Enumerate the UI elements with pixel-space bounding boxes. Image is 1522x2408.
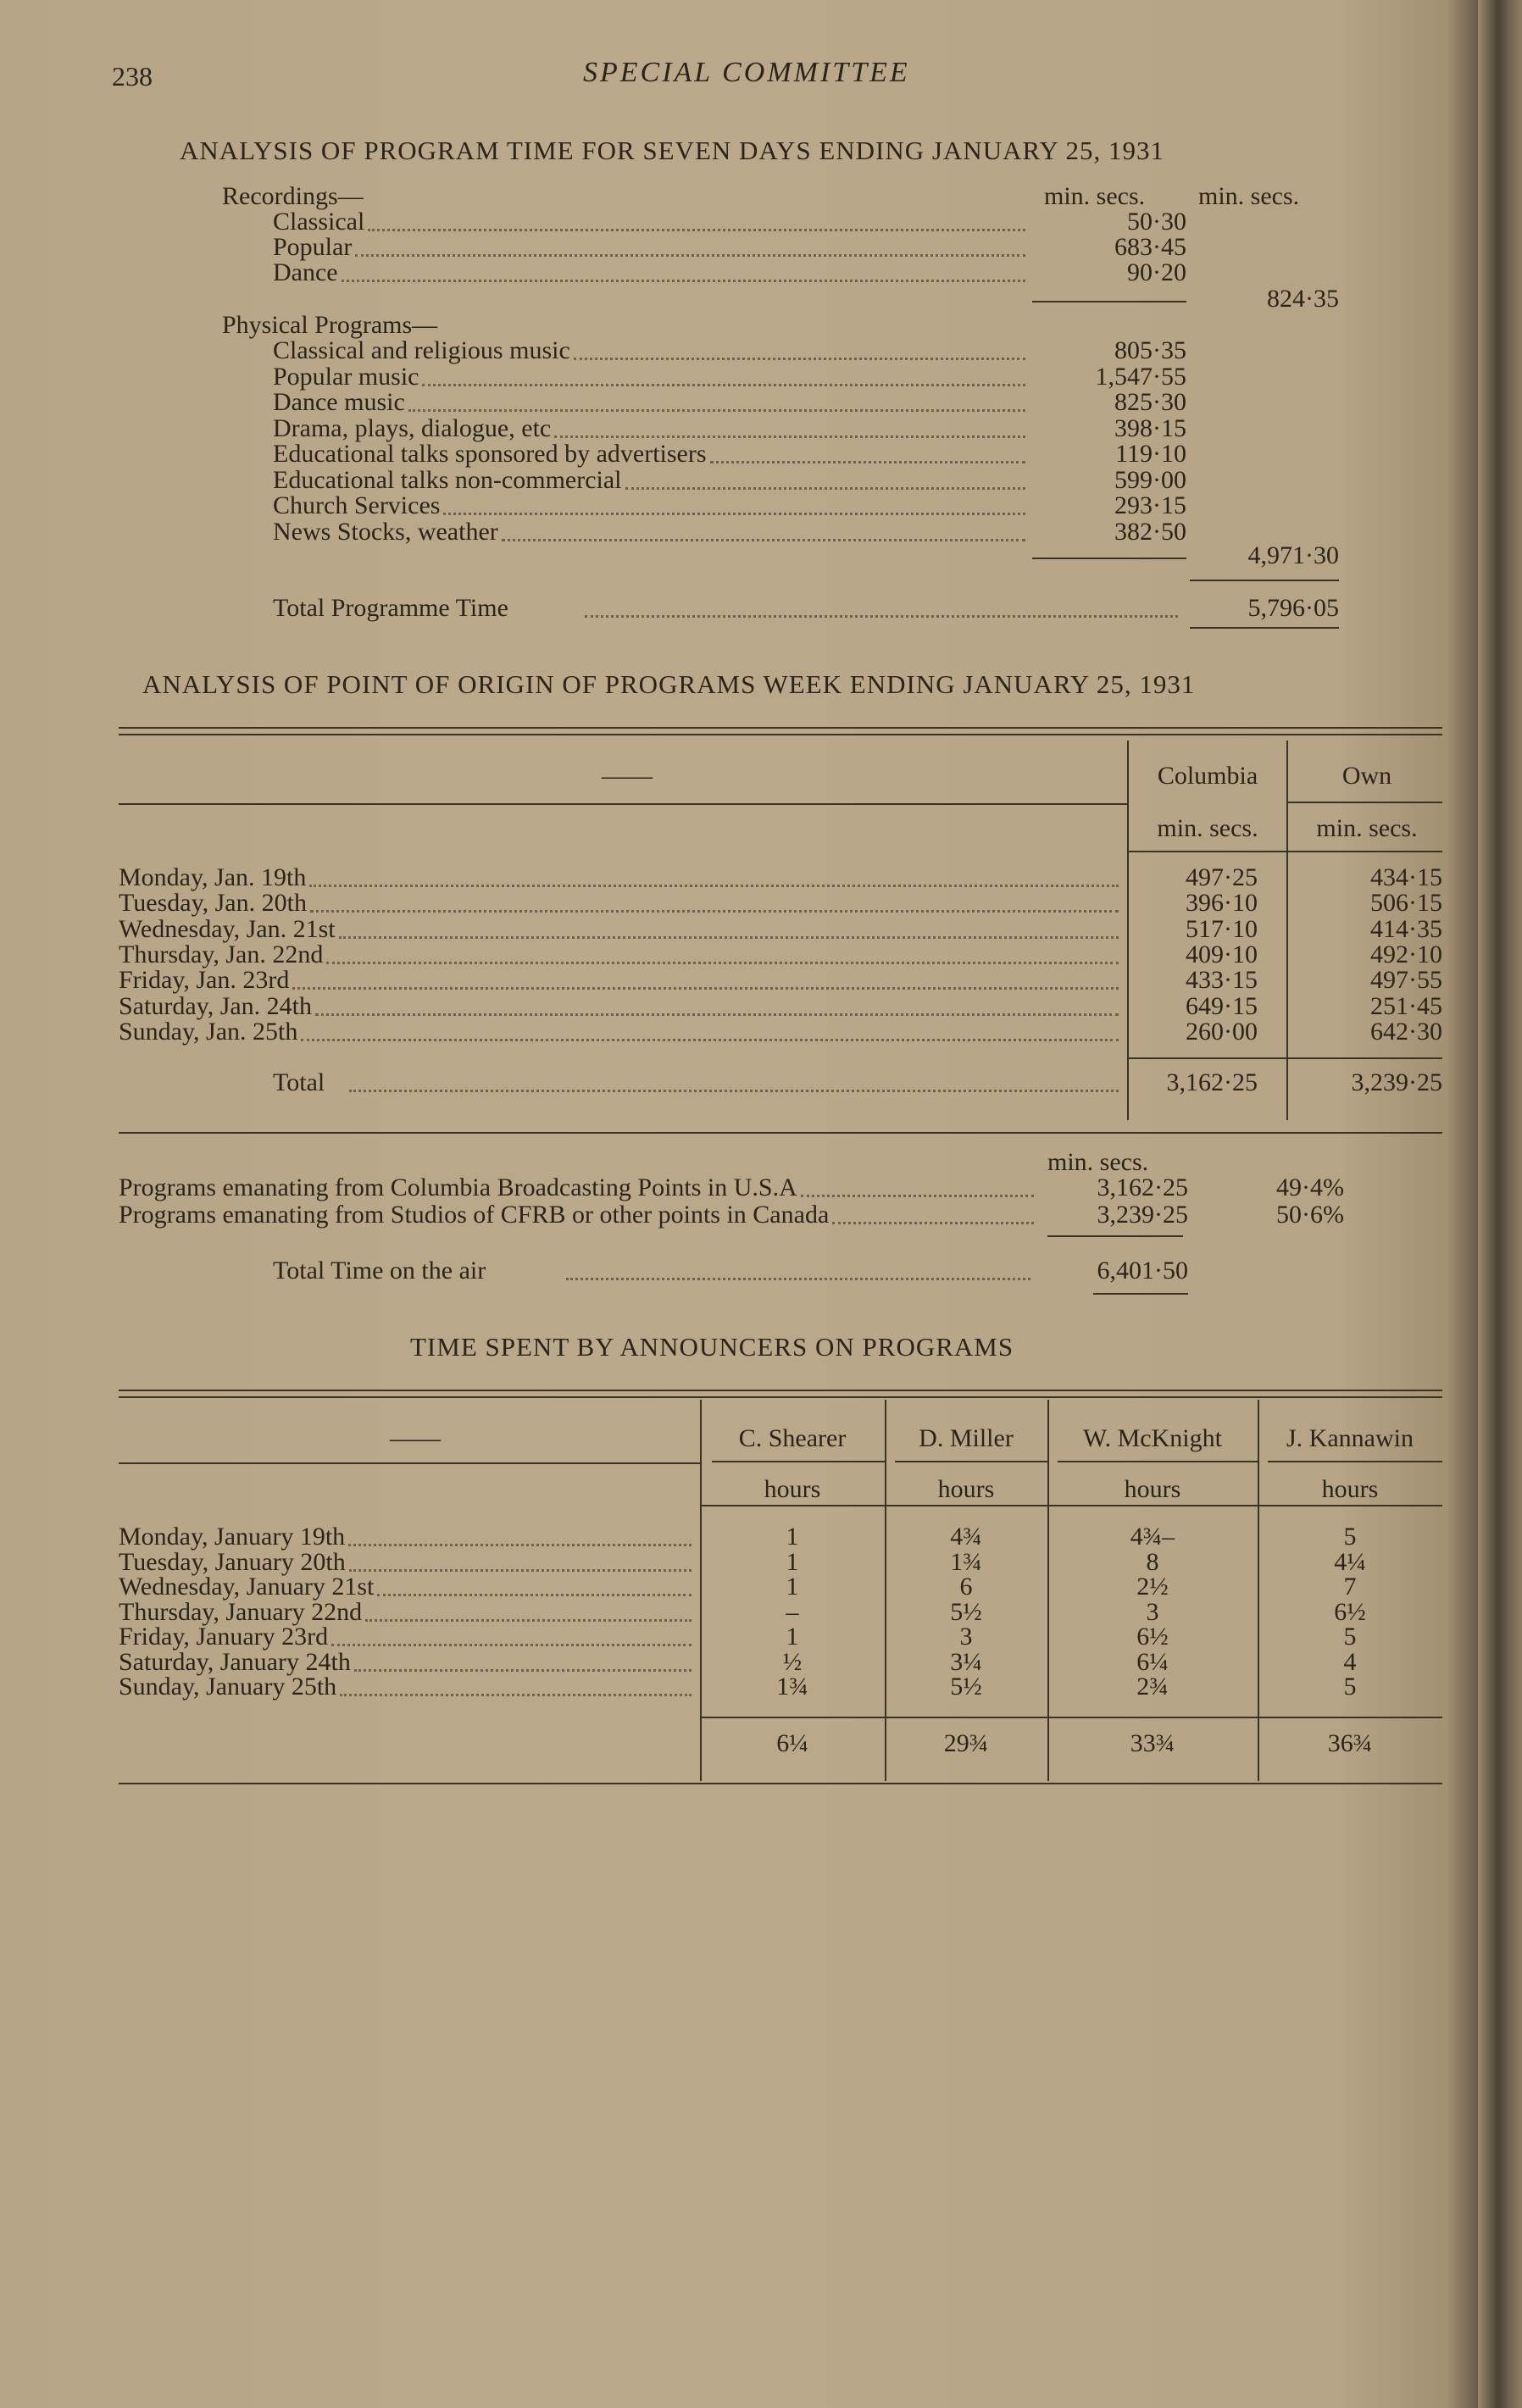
emanating-row-value: 3,162·25 [1097,1173,1188,1201]
dot-leader [355,254,1025,257]
announcer-row-value: 4¾– [1130,1523,1175,1551]
announcer-total: 33¾ [1130,1729,1175,1757]
page-edge-shadow [1478,0,1522,2408]
dot-leader [801,1195,1034,1197]
announcer-unit: hours [764,1475,821,1503]
origin-row-own: 506·15 [1370,889,1442,918]
announcer-row-value: 5 [1343,1673,1357,1701]
announcer-row-value: 6½ [1334,1597,1366,1626]
dot-leader [408,409,1025,412]
physical-item-value: 382·50 [1114,517,1186,546]
physical-item-label: Educational talks sponsored by advertisers [273,440,707,468]
announcer-total: 6¼ [776,1729,808,1757]
announcer-column-head: D. Miller [919,1424,1014,1452]
origin-row-own: 251·45 [1370,991,1442,1020]
announcer-row-value: 2¾ [1136,1673,1169,1701]
dot-leader [502,539,1025,541]
recording-item-value: 90·20 [1127,258,1186,286]
dot-leader [625,487,1025,490]
emanating-row-percent: 49·4% [1276,1173,1344,1201]
announcer-row-value: 1 [786,1547,799,1576]
origin-total-columbia: 3,162·25 [1166,1068,1258,1096]
physical-item-value: 398·15 [1114,413,1186,442]
announcer-row-value: 5½ [950,1597,982,1626]
origin-row-columbia: 409·10 [1186,940,1258,968]
physical-item-label: Dance music [273,388,405,416]
emanating-row-percent: 50·6% [1276,1201,1344,1229]
announcer-row-value: 1¾ [776,1673,808,1701]
origin-row-day: Sunday, Jan. 25th [119,1017,298,1046]
announcer-row-day: Saturday, January 24th [119,1647,351,1676]
announcer-row-value: 6¼ [1136,1647,1169,1676]
dot-leader [710,461,1025,463]
dot-leader [301,1039,1119,1041]
announcer-row-value: 3 [1146,1597,1159,1626]
physical-item-value: 293·15 [1114,491,1186,519]
origin-table-top-rule [119,727,1442,735]
origin-row-day: Thursday, Jan. 22nd [119,940,324,968]
recordings-subtotal: 824·35 [1267,285,1339,313]
physical-item-label: Church Services [273,491,441,519]
announcers-stub-head: —— [390,1424,441,1452]
announcers-table-bottom-rule [119,1783,1442,1784]
dot-leader [377,1594,692,1596]
origin-row-day: Saturday, Jan. 24th [119,991,313,1020]
origin-row-own: 642·30 [1370,1017,1442,1046]
announcer-column-head: C. Shearer [738,1424,847,1452]
origin-row-day: Tuesday, Jan. 20th [119,889,307,918]
announcer-row-day: Thursday, January 22nd [119,1597,363,1626]
announcer-total: 29¾ [943,1729,989,1757]
origin-row-own: 434·15 [1370,863,1442,891]
announcer-row-value: 3 [959,1623,973,1651]
origin-table-bottom-rule [119,1132,1442,1134]
origin-row-day: Friday, Jan. 23rd [119,966,290,995]
total-time-on-air-value: 6,401·50 [1097,1257,1188,1284]
dot-leader [349,1569,692,1572]
total-programme-time-value: 5,796·05 [1247,594,1339,622]
emanating-row-label: Programs emanating from Studios of CFRB or other points in Canada [119,1201,830,1229]
dot-leader [339,936,1119,939]
announcer-row-value: 4¼ [1334,1547,1366,1576]
origin-unit-own: min. secs. [1316,814,1418,842]
recordings-subtotal-rule [1032,301,1186,302]
recording-item-label: Popular [273,233,353,261]
announcer-row-value: ½ [782,1647,803,1676]
emanating-row-value: 3,239·25 [1097,1201,1188,1229]
recording-item-label: Dance [273,258,338,286]
emanating-unit: min. secs. [1047,1148,1149,1176]
origin-row-columbia: 649·15 [1186,991,1258,1020]
recordings-label: Recordings— [222,182,364,210]
announcer-row-value: 1 [786,1623,799,1651]
announcer-row-day: Friday, January 23rd [119,1623,329,1651]
dot-leader [331,1644,692,1646]
physical-subtotal: 4,971·30 [1247,541,1339,569]
announcer-row-value: 5 [1343,1623,1357,1651]
dot-leader [554,436,1025,438]
origin-row-columbia: 497·25 [1186,863,1258,891]
grand-total-rule-bottom [1190,627,1339,629]
origin-row-day: Wednesday, Jan. 21st [119,914,336,943]
announcer-unit: hours [937,1475,995,1503]
origin-row-own: 414·35 [1370,914,1442,943]
origin-total-label: Total [273,1068,325,1096]
dot-leader [292,987,1119,990]
announcer-row-value: 2½ [1136,1573,1169,1601]
dot-leader [365,1619,692,1622]
dot-leader [310,910,1119,913]
announcer-row-value: 6½ [1136,1623,1169,1651]
physical-item-label: News Stocks, weather [273,517,498,546]
origin-row-own: 492·10 [1370,940,1442,968]
announcer-row-value: 1 [786,1523,799,1551]
page-number: 238 [112,61,153,92]
origin-row-columbia: 433·15 [1186,966,1258,995]
announcer-row-value: 8 [1146,1547,1159,1576]
dot-leader [340,1694,692,1696]
recording-item-value: 683·45 [1114,233,1186,261]
physical-programs-label: Physical Programs— [222,311,438,339]
physical-item-label: Popular music [273,362,419,391]
announcer-row-value: 5½ [950,1673,982,1701]
announcer-row-value: 4¾ [950,1523,982,1551]
origin-col-own: Own [1341,762,1392,790]
dot-leader [368,229,1025,231]
origin-row-columbia: 396·10 [1186,889,1258,918]
emanating-row-label: Programs emanating from Columbia Broadcasting Points in U.S.A [119,1173,797,1201]
physical-item-value: 1,547·55 [1095,362,1186,391]
total-programme-time-label: Total Programme Time [273,594,508,622]
grand-total-rule-top [1190,580,1339,581]
physical-item-label: Educational talks non-commercial [273,465,622,494]
origin-title: ANALYSIS OF POINT OF ORIGIN OF PROGRAMS WEEK ENDING JANUARY 25, 1931 [142,669,1196,699]
announcer-row-day: Sunday, January 25th [119,1673,337,1701]
origin-total-own: 3,239·25 [1351,1068,1442,1096]
recording-item-label: Classical [273,208,365,236]
announcers-title: TIME SPENT BY ANNOUNCERS ON PROGRAMS [410,1332,1014,1362]
origin-row-day: Monday, Jan. 19th [119,863,307,891]
total-time-on-air-label: Total Time on the air [273,1257,486,1284]
physical-item-label: Classical and religious music [273,336,570,364]
program-time-title: ANALYSIS OF PROGRAM TIME FOR SEVEN DAYS ENDING JANUARY 25, 1931 [180,136,1164,165]
announcer-total: 36¾ [1327,1729,1373,1757]
col-head-min-secs-1: min. secs. [1044,182,1146,210]
origin-col-columbia: Columbia [1157,762,1258,790]
origin-row-columbia: 517·10 [1186,914,1258,943]
running-title: SPECIAL COMMITTEE [583,57,910,88]
origin-stub-head: —— [602,762,653,790]
announcer-row-value: – [786,1597,799,1626]
physical-subtotal-rule [1032,558,1186,559]
announcer-row-value: 6 [959,1573,973,1601]
announcer-row-value: 7 [1343,1573,1357,1601]
announcer-row-day: Wednesday, January 21st [119,1573,375,1601]
physical-item-value: 805·35 [1114,336,1186,364]
announcer-row-value: 5 [1343,1523,1357,1551]
announcer-column-head: W. McKnight [1083,1424,1222,1452]
origin-unit-columbia: min. secs. [1157,814,1258,842]
announcer-row-value: 1¾ [950,1547,982,1576]
recording-item-value: 50·30 [1127,208,1186,236]
origin-row-own: 497·55 [1370,966,1442,995]
announcers-table-top-rule [119,1390,1442,1398]
dot-leader [326,962,1119,964]
dot-leader [342,280,1025,282]
dot-leader [315,1013,1119,1016]
physical-item-label: Drama, plays, dialogue, etc [273,413,552,442]
announcer-row-value: 3¼ [950,1647,982,1676]
announcer-row-day: Monday, January 19th [119,1523,346,1551]
announcer-column-head: J. Kannawin [1286,1424,1414,1452]
dot-leader [354,1669,692,1672]
physical-item-value: 599·00 [1114,465,1186,494]
announcer-unit: hours [1124,1475,1181,1503]
dot-leader [443,513,1025,515]
dot-leader [574,358,1025,360]
announcer-row-day: Tuesday, January 20th [119,1547,346,1576]
dot-leader [309,885,1119,887]
announcer-row-value: 4 [1343,1647,1357,1676]
announcer-row-value: 1 [786,1573,799,1601]
col-head-min-secs-2: min. secs. [1198,182,1300,210]
dot-leader [348,1544,692,1546]
origin-row-columbia: 260·00 [1186,1017,1258,1046]
dot-leader [422,384,1025,386]
physical-item-value: 825·30 [1114,388,1186,416]
physical-item-value: 119·10 [1115,440,1186,468]
announcer-unit: hours [1321,1475,1379,1503]
dot-leader [832,1222,1034,1224]
